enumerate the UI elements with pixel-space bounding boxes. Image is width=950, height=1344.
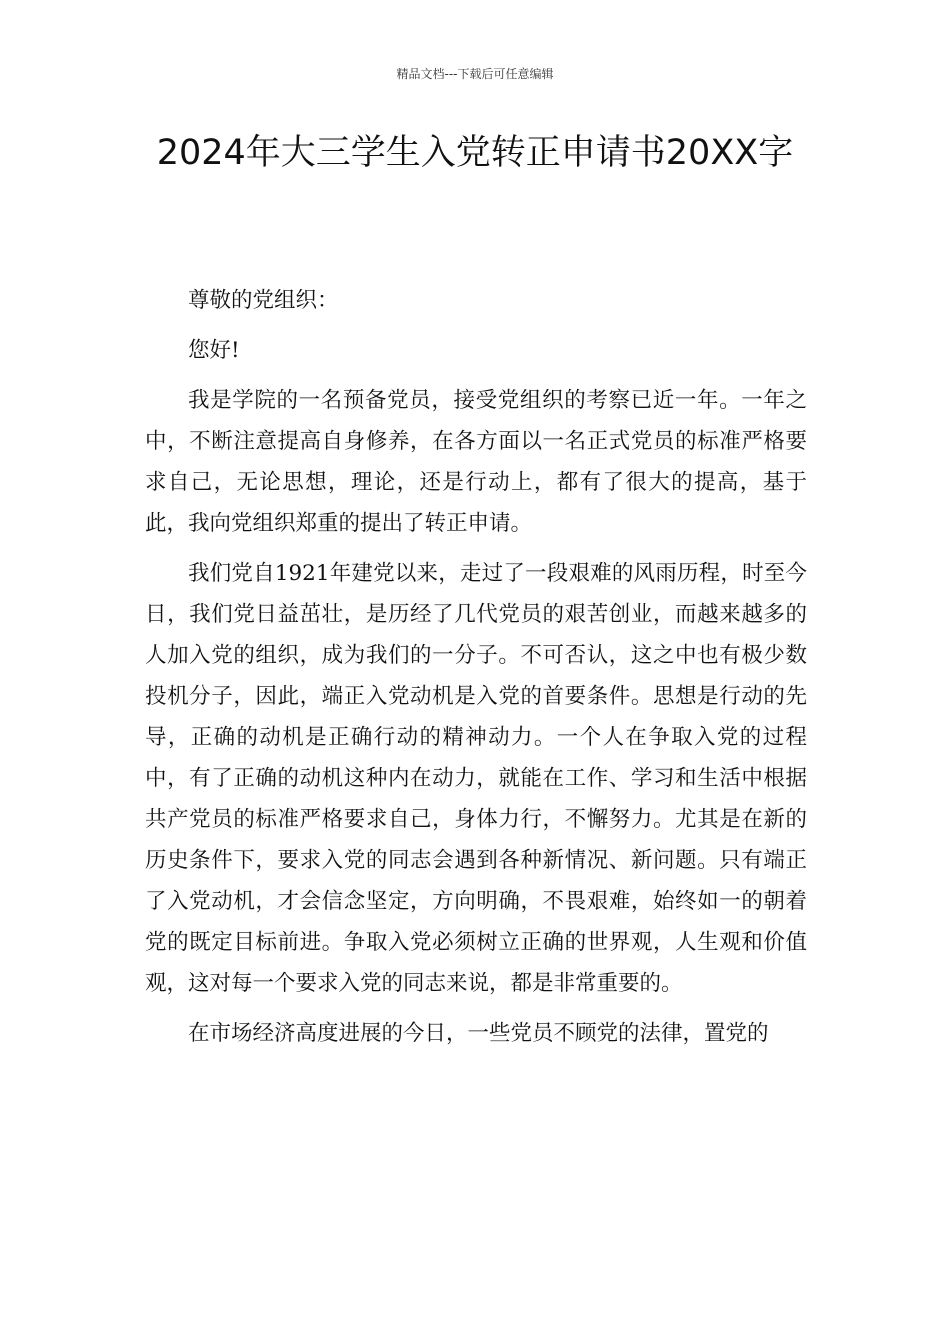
paragraph-2: 我们党自1921年建党以来，走过了一段艰难的风雨历程，时至今日，我们党日益茁壮，是历经了几代党员的艰苦创业，而越来越多的人加入党的组织，成为我们的一分子。不可否认，这之中也有极少数投机分子，因此，端正入党动机是入党的首要条件。思想是行动的先导，正确的动机是正确行动的精神动力。一个人在争取入党的过程中，有了正确的动机这种内在动力，就能在工作、学习和生活中根据共产党员的标准严格要求自己，身体力行，不懈努力。尤其是在新的历史条件下，要求入党的同志会遇到各种新情况、新问题。只有端正了入党动机，才会信念坚定，方向明确，不畏艰难，始终如一的朝着党的既定目标前进。争取入党必须树立正确的世界观，人生观和价值观，这对每一个要求入党的同志来说，都是非常重要的。 bbox=[145, 561, 807, 996]
document-title: 2024年大三学生入党转正申请书20XX字 bbox=[156, 133, 794, 173]
document-body bbox=[145, 280, 807, 1063]
header-note: 精品文档---下载后可任意编辑 bbox=[396, 67, 554, 81]
paragraph-3: 在市场经济高度进展的今日，一些党员不顾党的法律，置党的 bbox=[188, 1021, 769, 1046]
salutation: 尊敬的党组织： bbox=[188, 288, 339, 313]
greeting: 您好! bbox=[188, 338, 240, 363]
paragraph-1: 我是学院的一名预备党员，接受党组织的考察已近一年。一年之中，不断注意提高自身修养，在各方面以一名正式党员的标准严格要求自己，无论思想，理论，还是行动上，都有了很大的提高，基于此，我向党组织郑重的提出了转正申请。 bbox=[145, 388, 807, 536]
